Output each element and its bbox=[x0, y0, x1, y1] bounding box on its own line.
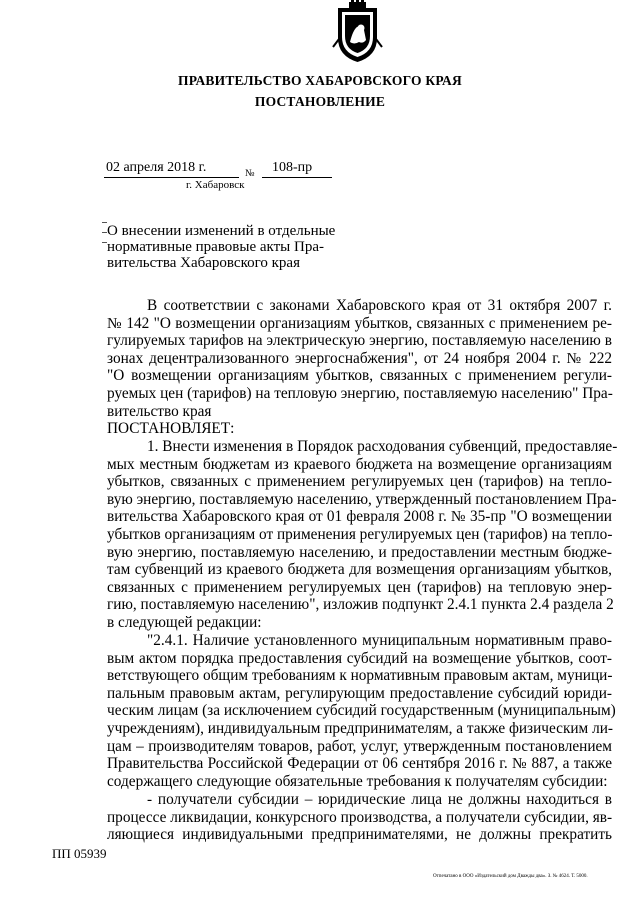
text-line: содержащего следующие обязательные требования к получателям субсидии: bbox=[107, 772, 608, 790]
text-line: процессе ликвидации, конкурсного производства, а получатели субсидии, яв- bbox=[107, 808, 613, 826]
text-line: В соответствии с законами Хабаровского края от 31 октября 2007 г. bbox=[147, 297, 612, 314]
text-line: "О возмещении организациям убытков, связанных с применением регули- bbox=[107, 367, 612, 385]
text-line: вую энергию, поставляемую населению, и предоставлении местным бюдже- bbox=[107, 543, 612, 561]
text-line: там субвенций из краевого бюджета для возмещения организациям убытков, bbox=[107, 561, 612, 579]
text-line: ляющиеся индивидуальными предпринимателями, не должны прекратить bbox=[107, 826, 612, 844]
text-line: - получатели субсидии – юридические лица не должны находиться в bbox=[147, 791, 612, 808]
item-1-paragraph bbox=[107, 438, 618, 632]
title-line: О внесении изменений в отдельные bbox=[107, 223, 336, 239]
government-name: ПРАВИТЕЛЬСТВО ХАБАРОВСКОГО КРАЯ bbox=[178, 73, 462, 88]
title-line: вительства Хабаровского края bbox=[107, 255, 300, 271]
document-date: 02 апреля 2018 г. bbox=[106, 160, 207, 175]
text-line: учреждениям), индивидуальным предпринимателям, а также физическим ли- bbox=[107, 719, 613, 737]
text-line: мых местным бюджетам из краевого бюджета на возмещение организациям bbox=[107, 455, 612, 473]
text-line: вительство края bbox=[107, 402, 212, 420]
text-line: убытков, связанных с применением регулируемых цен (тарифов) на тепло- bbox=[107, 473, 612, 491]
text-line: гулируемых тарифов на электрическую энергию, поставляемую населению в bbox=[107, 332, 612, 350]
text-line: в следующей редакции: bbox=[107, 613, 262, 631]
bullet-paragraph bbox=[107, 791, 612, 844]
text-line: убытков организациям от применения регулируемых цен (тарифов) на тепло- bbox=[107, 525, 613, 543]
text-line: вым актом порядка предоставления субсидий на возмещение убытков, соот- bbox=[107, 649, 612, 667]
text-line: ветствующего общим требованиям к нормативным правовым актам, муници- bbox=[107, 667, 613, 685]
resolves-heading: ПОСТАНОВЛЯЕТ: bbox=[107, 420, 235, 438]
document-type: ПОСТАНОВЛЕНИЕ bbox=[254, 94, 386, 109]
text-line: гию, поставляемую населению", изложив подпункт 2.4.1 пункта 2.4 раздела 2 bbox=[107, 596, 614, 614]
text-line: цам – производителям товаров, работ, услуг, утвержденным постановлением bbox=[107, 737, 612, 755]
text-line: № 142 "О возмещении организациям убытков, связанных с применением ре- bbox=[107, 314, 612, 332]
document-code: ПП 05939 bbox=[52, 846, 107, 861]
document-city: г. Хабаровск bbox=[186, 179, 245, 191]
text-line: вую энергию, поставляемую населению, утвержденный постановлением Пра- bbox=[107, 490, 617, 508]
text-line: руемых цен (тарифов) на тепловую энергию, поставляемую населению" Пра- bbox=[107, 384, 613, 402]
text-line: зонах децентрализованного энергоснабжения", от 24 ноября 2004 г. № 222 bbox=[107, 349, 612, 367]
text-line: 1. Внести изменения в Порядок расходования субвенций, предоставляе- bbox=[147, 438, 618, 455]
title-line: нормативные правовые акты Пра- bbox=[107, 239, 324, 255]
coat-of-arms-emblem bbox=[330, 0, 385, 64]
text-line: пальным правовым актам, регулирующим предоставление субсидий юриди- bbox=[107, 684, 612, 702]
document-title bbox=[107, 223, 347, 271]
text-line: "2.4.1. Наличие установленного муниципальным нормативным право- bbox=[147, 632, 612, 649]
number-sign: № bbox=[245, 168, 255, 179]
text-line: вительства Хабаровского края от 01 февраля 2008 г. № 35-пр "О возмещении bbox=[107, 508, 612, 526]
preamble-paragraph bbox=[107, 297, 612, 438]
text-line: ческим лицам (за исключением субсидий государственным (муниципальным) bbox=[107, 702, 616, 720]
item-2-4-1-paragraph bbox=[107, 632, 616, 790]
text-line: связанных с применением регулируемых цен (тарифов) на тепловую энер- bbox=[107, 578, 612, 596]
document-number: 108-пр bbox=[272, 160, 313, 175]
print-note: Отпечатано в ООО «Издательский дом Дважды два». З. № 4624. Т. 5000. bbox=[433, 874, 588, 879]
text-line: Правительства Российской Федерации от 06 сентября 2016 г. № 887, а также bbox=[107, 755, 612, 773]
number-underline bbox=[262, 177, 332, 178]
date-underline bbox=[104, 177, 239, 178]
